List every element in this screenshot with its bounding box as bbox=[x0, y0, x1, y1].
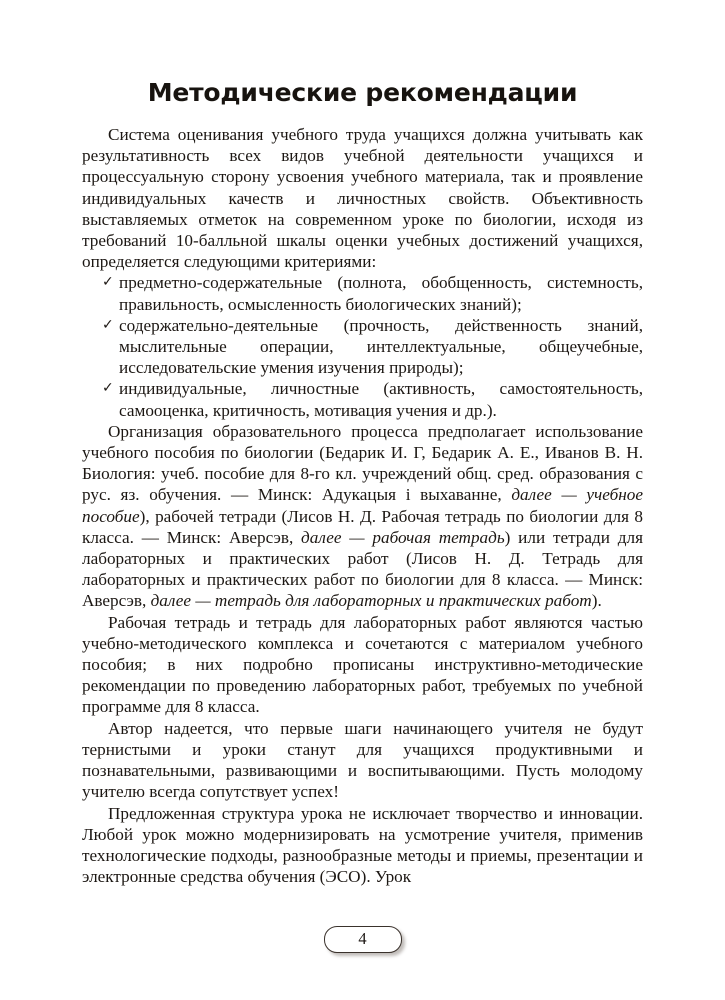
paragraph-lesson-structure: Предложенная структура урока не исключает творчество и инновации. Любой урок можно модернизировать на усмотрение учителя, применив технологические подходы, разнообразные методы и приемы, презентации и электронные средства обучения (ЭСО). Урок bbox=[82, 803, 643, 887]
italic-run: далее — тетрадь для лабораторных и практических работ bbox=[150, 591, 592, 611]
criteria-list bbox=[82, 272, 643, 420]
check-icon: ✓ bbox=[102, 380, 114, 397]
list-item-label: содержательно-деятельные (прочность, действенность знаний, мыслительные операции, интеллектуальные, общеучебные, исследовательские умения изучения природы); bbox=[119, 315, 643, 378]
list-item bbox=[82, 272, 643, 314]
italic-run: далее — рабочая тетрадь bbox=[301, 527, 505, 547]
check-icon: ✓ bbox=[102, 274, 114, 291]
paragraph-intro: Система оценивания учебного труда учащихся должна учитывать как результативность всех видов учебной деятельности учащихся и процессуальную сторону усвоения учебного материала, так и проявление индивидуальных качеств и личностных свойств. Объективность выставляемых отметок на современном уроке по биологии, исходя из требований 10-балльной шкалы оценки учебных достижений учащихся, определяется следующими критериями: bbox=[82, 125, 643, 272]
italic-run: далее — учебное пособие bbox=[82, 485, 644, 526]
list-item-label: предметно-содержательные (полнота, обобщенность, системность, правильность, осмысленность биологических знаний); bbox=[119, 273, 643, 314]
text-run: ). bbox=[591, 591, 602, 611]
page-number-container bbox=[0, 926, 725, 953]
paragraph-workbooks: Рабочая тетрадь и тетрадь для лабораторных работ являются частью учебно-методического комплекса и сочетаются с материалом учебного пособия; в них подробно прописаны инструктивно-методические рекомендации по проведению лабораторных работ, требуемых по учебной программе для 8 класса. bbox=[82, 612, 643, 717]
page-number-label: 4 bbox=[358, 929, 367, 949]
list-item bbox=[82, 378, 643, 420]
page-number-badge bbox=[324, 926, 402, 953]
paragraph-textbooks bbox=[82, 421, 643, 612]
page-title: Методические рекомендации bbox=[147, 78, 578, 107]
list-item bbox=[82, 315, 643, 379]
text-run: Организация образовательного процесса предполагает использование учебного пособия по биологии (Бедарик И. Г, Бедарик А. Е., Иванов В. Н. Биология: учеб. пособие для 8-го кл. учреждений общ. сред. образования с рус. яз. обучения. — Минск: Адукацыя i выхаванне, bbox=[82, 421, 643, 505]
paragraph-author-note: Автор надеется, что первые шаги начинающего учителя не будут тернистыми и уроки станут для учащихся продуктивными и познавательными, развивающими и воспитывающими. Пусть молодому учителю всегда сопутствует успех! bbox=[82, 718, 643, 802]
check-icon: ✓ bbox=[102, 316, 114, 333]
page-content bbox=[82, 78, 643, 887]
text-run: ), рабочей тетради (Лисов Н. Д. Рабочая тетрадь по биологии для 8 класса. — Минск: Аверсэв, bbox=[82, 506, 643, 547]
text-run: ) или тетради для лабораторных и практических работ (Лисов Н. Д. Тетрадь для лабораторных и практических работ по биологии для 8 класса. — Минск: Аверсэв, bbox=[82, 527, 643, 611]
list-item-label: индивидуальные, личностные (активность, самостоятельность, самооценка, критичность, мотивация учения и др.). bbox=[119, 379, 643, 420]
